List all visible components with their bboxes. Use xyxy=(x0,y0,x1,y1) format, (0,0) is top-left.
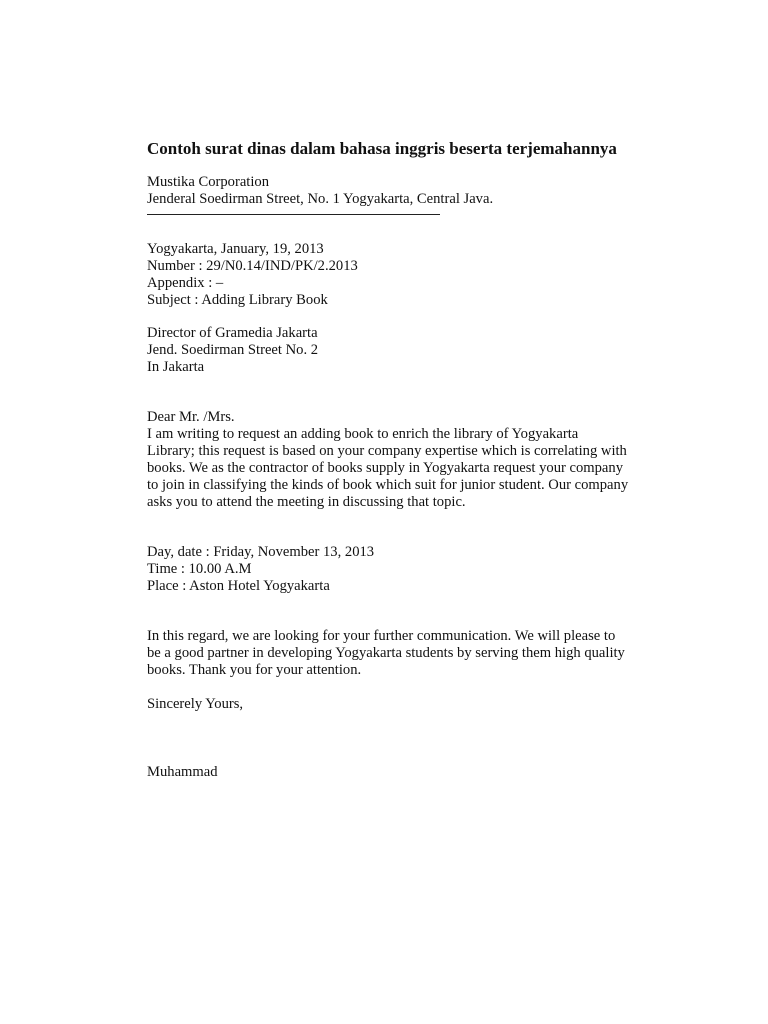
meeting-time: Time : 10.00 A.M xyxy=(147,560,252,577)
sender-address: Jenderal Soedirman Street, No. 1 Yogyakarta, Central Java. xyxy=(147,190,494,207)
recipient-block xyxy=(147,325,318,376)
recipient-name: Director of Gramedia Jakarta xyxy=(147,325,318,341)
body-line: books. We as the contractor of books supply in Yogyakarta request your company xyxy=(147,459,624,476)
letter-meta-block xyxy=(147,241,358,309)
salutation: Dear Mr. /Mrs. xyxy=(147,409,235,425)
closing-line: books. Thank you for your attention. xyxy=(147,661,362,678)
meeting-day-date: Day, date : Friday, November 13, 2013 xyxy=(147,544,375,560)
letter-number: Number : 29/N0.14/IND/PK/2.2013 xyxy=(147,257,358,274)
recipient-city: In Jakarta xyxy=(147,358,205,375)
body-line: asks you to attend the meeting in discussing that topic. xyxy=(147,493,466,510)
letter-appendix: Appendix : – xyxy=(147,274,224,291)
sender-company: Mustika Corporation xyxy=(147,174,270,190)
signature-block xyxy=(147,764,218,781)
letter-body xyxy=(147,409,667,510)
place-date: Yogyakarta, January, 19, 2013 xyxy=(147,241,324,257)
body-line: I am writing to request an adding book to enrich the library of Yogyakarta xyxy=(147,425,579,442)
body-line: to join in classifying the kinds of book which suit for junior student. Our company xyxy=(147,476,629,493)
body-line: Library; this request is based on your company expertise which is correlating with xyxy=(147,442,627,459)
letter-subject: Subject : Adding Library Book xyxy=(147,291,328,308)
closing-paragraph xyxy=(147,628,667,679)
signature-name: Muhammad xyxy=(147,764,218,780)
closing-line: be a good partner in developing Yogyakarta students by serving them high quality xyxy=(147,644,625,661)
meeting-place: Place : Aston Hotel Yogyakarta xyxy=(147,577,330,594)
recipient-street: Jend. Soedirman Street No. 2 xyxy=(147,341,319,358)
letterhead-divider xyxy=(147,214,440,215)
sender-block xyxy=(147,174,493,208)
meeting-details xyxy=(147,544,374,595)
closing-line: In this regard, we are looking for your further communication. We will please to xyxy=(147,628,616,644)
document-title: Contoh surat dinas dalam bahasa inggris beserta terjemahannya xyxy=(147,139,617,158)
complimentary-close-block xyxy=(147,696,243,713)
complimentary-close: Sincerely Yours, xyxy=(147,696,244,712)
